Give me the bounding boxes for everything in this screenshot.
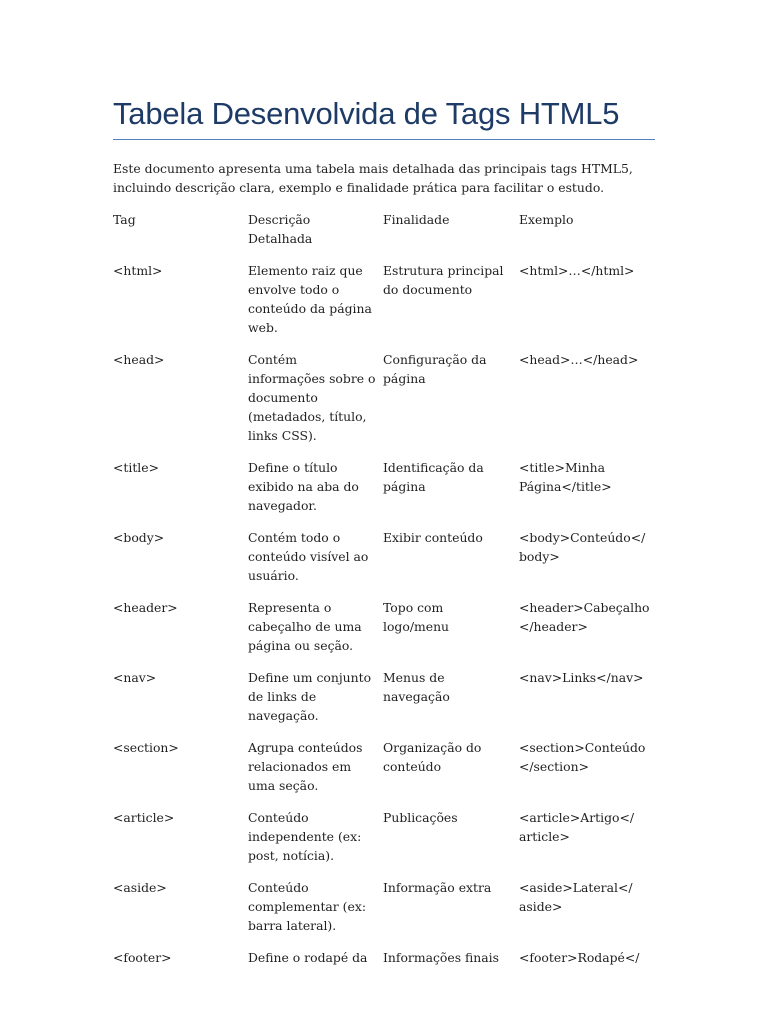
cell-purpose: Topo com logo/menu: [383, 600, 450, 634]
cell-purpose: Estrutura principal do documento: [383, 263, 504, 297]
cell-description: Define um conjunto de links de navegação.: [248, 670, 372, 723]
table-row: [113, 808, 655, 878]
cell-tag: <article>: [113, 810, 175, 825]
cell-description: Contém informações sobre o documento (metadados, título, links CSS).: [248, 352, 376, 443]
cell-tag: <nav>: [113, 670, 157, 685]
cell-tag: <aside>: [113, 880, 167, 895]
header-purpose: Finalidade: [383, 212, 450, 227]
cell-example: <nav>Links</nav>: [519, 670, 644, 685]
table-header-row: [113, 210, 655, 261]
cell-description: Contém todo o conteúdo visível ao usuário.: [248, 530, 369, 583]
cell-purpose: Menus de navegação: [383, 670, 450, 704]
title-divider: [113, 139, 655, 140]
cell-description: Conteúdo complementar (ex: barra lateral).: [248, 880, 366, 933]
cell-example: <footer>Rodapé</: [519, 950, 640, 965]
table-row: [113, 878, 655, 948]
cell-tag: <head>: [113, 352, 165, 367]
cell-example: <head>…</head>: [519, 352, 639, 367]
table-row: [113, 261, 655, 350]
table-row: [113, 458, 655, 528]
table-row: [113, 738, 655, 808]
cell-tag: <html>: [113, 263, 163, 278]
cell-purpose: Informação extra: [383, 880, 492, 895]
cell-tag: <title>: [113, 460, 159, 475]
cell-description: Define o título exibido na aba do navegador.: [248, 460, 359, 513]
table-row: [113, 598, 655, 668]
cell-purpose: Informações finais: [383, 950, 499, 965]
cell-example: <title>Minha Página</title>: [519, 460, 612, 494]
cell-description: Define o rodapé da: [248, 950, 368, 965]
page-title: Tabela Desenvolvida de Tags HTML5: [113, 96, 620, 131]
cell-purpose: Publicações: [383, 810, 458, 825]
html5-tags-table: [113, 210, 655, 980]
cell-tag: <footer>: [113, 950, 172, 965]
cell-purpose: Configuração da página: [383, 352, 487, 386]
table-row: [113, 948, 655, 980]
cell-description: Agrupa conteúdos relacionados em uma seção.: [248, 740, 363, 793]
cell-purpose: Organização do conteúdo: [383, 740, 482, 774]
cell-example: <section>Conteúdo </section>: [519, 740, 646, 774]
cell-description: Elemento raiz que envolve todo o conteúdo da página web.: [248, 263, 372, 335]
cell-tag: <section>: [113, 740, 179, 755]
table-row: [113, 350, 655, 458]
cell-purpose: Exibir conteúdo: [383, 530, 483, 545]
header-description: Descrição Detalhada: [248, 212, 313, 246]
cell-description: Representa o cabeçalho de uma página ou seção.: [248, 600, 362, 653]
header-tag: Tag: [113, 212, 136, 227]
intro-paragraph: Este documento apresenta uma tabela mais detalhada das principais tags HTML5, incluindo descrição clara, exemplo e finalidade prática para facilitar o estudo.: [113, 161, 633, 195]
cell-example: <html>…</html>: [519, 263, 635, 278]
cell-example: <article>Artigo</ article>: [519, 810, 635, 844]
cell-example: <aside>Lateral</ aside>: [519, 880, 633, 914]
cell-purpose: Identificação da página: [383, 460, 484, 494]
table-row: [113, 668, 655, 738]
cell-tag: <body>: [113, 530, 165, 545]
table-row: [113, 528, 655, 598]
header-example: Exemplo: [519, 212, 574, 227]
cell-description: Conteúdo independente (ex: post, notícia).: [248, 810, 362, 863]
cell-tag: <header>: [113, 600, 178, 615]
cell-example: <header>Cabeçalho </header>: [519, 600, 650, 634]
cell-example: <body>Conteúdo</ body>: [519, 530, 646, 564]
